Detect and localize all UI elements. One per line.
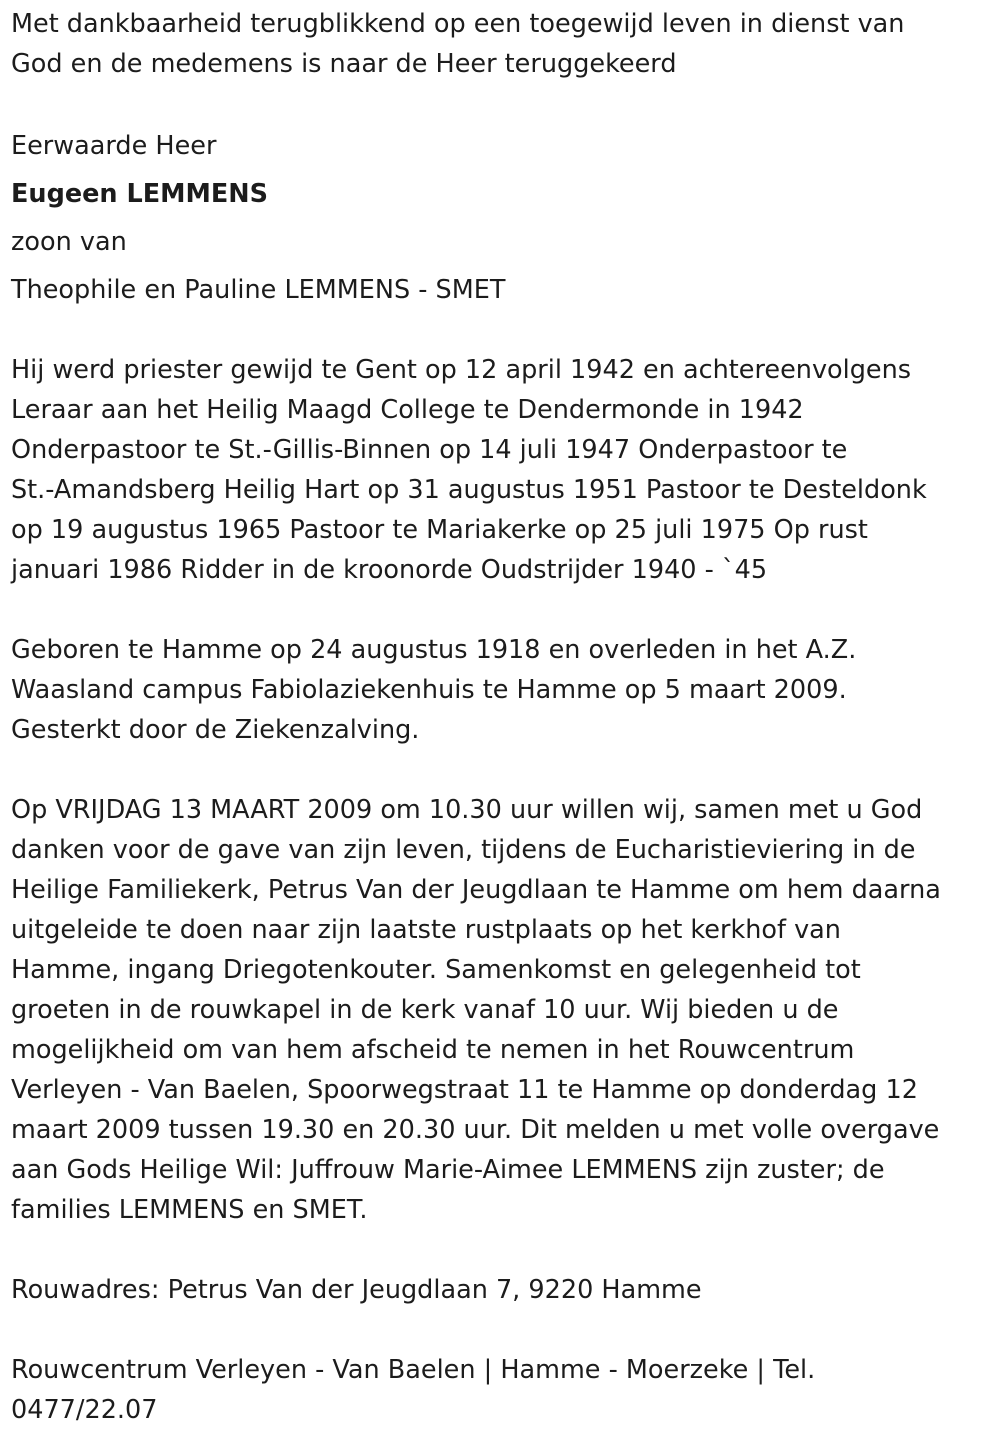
parents-names: Theophile en Pauline LEMMENS - SMET bbox=[11, 275, 506, 305]
birth-death-paragraph: Geboren te Hamme op 24 augustus 1918 en overleden in het A.Z. Waasland campus Fabiolaziekenhuis te Hamme op 5 maart 2009. Gesterkt door de Ziekenzalving. bbox=[11, 635, 857, 745]
mourning-address: Rouwadres: Petrus Van der Jeugdlaan 7, 9220 Hamme bbox=[11, 1275, 702, 1305]
funeral-home-info: Rouwcentrum Verleyen - Van Baelen | Hamme - Moerzeke | Tel. 0477/22.07 bbox=[11, 1355, 816, 1425]
deceased-name: Eugeen LEMMENS bbox=[11, 179, 268, 209]
career-paragraph: Hij werd priester gewijd te Gent op 12 april 1942 en achtereenvolgens Leraar aan het Heilig Maagd College te Dendermonde in 1942 Onderpastoor te St.-Gillis-Binnen op 14 juli 1947 Onderpastoor te St.-Amandsberg Heilig Hart op 31 augustus 1951 Pastoor te Desteldonk op 19 augustus 1965 Pastoor te Mariakerke op 25 juli 1975 Op rust januari 1986 Ridder in de kroonorde Oudstrijder 1940 - `45 bbox=[11, 355, 927, 585]
honorific: Eerwaarde Heer bbox=[11, 131, 217, 161]
relation-text: zoon van bbox=[11, 227, 127, 257]
ceremony-paragraph: Op VRIJDAG 13 MAART 2009 om 10.30 uur willen wij, samen met u God danken voor de gave van zijn leven, tijdens de Eucharistieviering in de Heilige Familiekerk, Petrus Van der Jeugdlaan te Hamme om hem daarna uitgeleide te doen naar zijn laatste rustplaats op het kerkhof van Hamme, ingang Driegotenkouter. Samenkomst en gelegenheid tot groeten in de rouwkapel in de kerk vanaf 10 uur. Wij bieden u de mogelijkheid om van hem afscheid te nemen in het Rouwcentrum Verleyen - Van Baelen, Spoorwegstraat 11 te Hamme op donderdag 12 maart 2009 tussen 19.30 en 20.30 uur. Dit melden u met volle overgave aan Gods Heilige Wil: Juffrouw Marie-Aimee LEMMENS zijn zuster; de families LEMMENS en SMET. bbox=[11, 795, 941, 1225]
intro-text: Met dankbaarheid terugblikkend op een toegewijd leven in dienst van God en de medemens is naar de Heer teruggekeerd bbox=[11, 9, 905, 79]
